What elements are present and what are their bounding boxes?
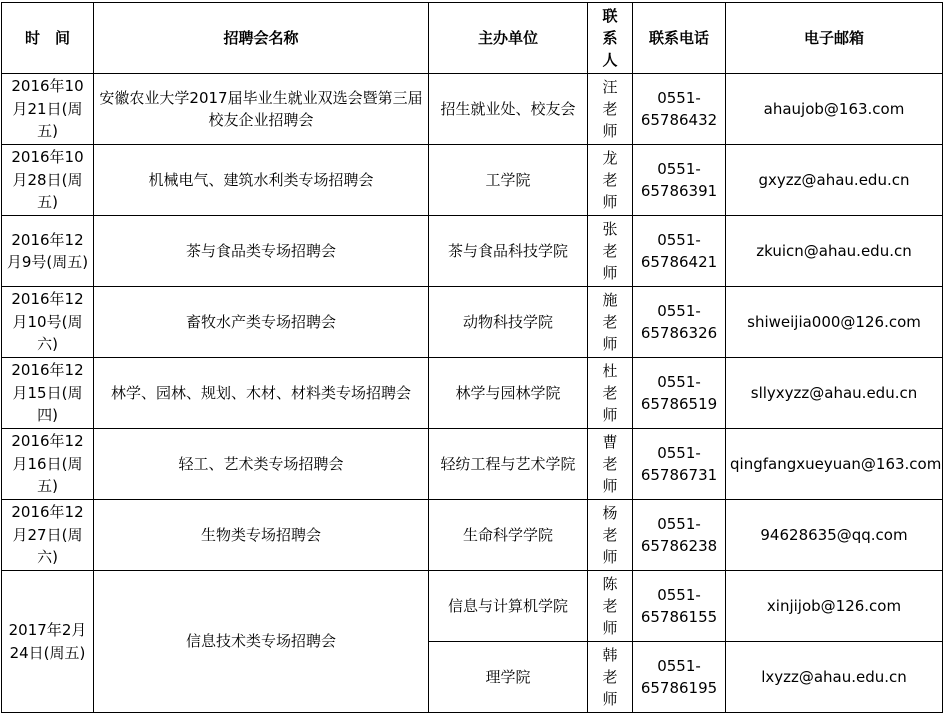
contact-cell <box>588 145 633 216</box>
phone-cell: 0551-65786238 <box>633 500 726 571</box>
phone-cell: 0551-65786432 <box>633 74 726 145</box>
header-contact-text: 联系人 <box>602 6 618 69</box>
header-row <box>2 3 943 74</box>
contact-text: 韩老师 <box>602 645 618 708</box>
email-cell: xinjijob@126.com <box>726 571 943 642</box>
table-row <box>2 429 943 500</box>
organizer-cell: 茶与食品科技学院 <box>429 216 588 287</box>
date-cell: 2016年10月28日(周五) <box>2 145 94 216</box>
email-cell: ahaujob@163.com <box>726 74 943 145</box>
contact-text: 杜老师 <box>602 361 618 424</box>
date-cell: 2016年12月16日(周五) <box>2 429 94 500</box>
phone-cell: 0551-65786155 <box>633 571 726 642</box>
contact-cell <box>588 500 633 571</box>
header-contact <box>588 3 633 74</box>
phone-cell: 0551-65786731 <box>633 429 726 500</box>
organizer-cell: 轻纺工程与艺术学院 <box>429 429 588 500</box>
contact-text: 曹老师 <box>602 432 618 495</box>
fair-name-cell: 信息技术类专场招聘会 <box>94 571 429 713</box>
fair-name-cell: 畜牧水产类专场招聘会 <box>94 287 429 358</box>
date-cell: 2016年10月21日(周五) <box>2 74 94 145</box>
header-organizer: 主办单位 <box>429 3 588 74</box>
date-cell: 2016年12月9号(周五) <box>2 216 94 287</box>
fair-name-cell: 机械电气、建筑水利类专场招聘会 <box>94 145 429 216</box>
header-fair-name: 招聘会名称 <box>94 3 429 74</box>
organizer-cell: 招生就业处、校友会 <box>429 74 588 145</box>
table-row <box>2 287 943 358</box>
email-cell: gxyzz@ahau.edu.cn <box>726 145 943 216</box>
organizer-cell: 工学院 <box>429 145 588 216</box>
date-cell: 2016年12月27日(周六) <box>2 500 94 571</box>
date-cell: 2016年12月10号(周六) <box>2 287 94 358</box>
header-email: 电子邮箱 <box>726 3 943 74</box>
contact-text: 汪老师 <box>602 77 618 140</box>
contact-text: 张老师 <box>602 219 618 282</box>
contact-cell <box>588 429 633 500</box>
table-row <box>2 358 943 429</box>
fair-name-cell: 茶与食品类专场招聘会 <box>94 216 429 287</box>
email-cell: 94628635@qq.com <box>726 500 943 571</box>
table-row <box>2 216 943 287</box>
date-cell: 2016年12月15日(周四) <box>2 358 94 429</box>
email-cell: zkuicn@ahau.edu.cn <box>726 216 943 287</box>
phone-cell: 0551-65786195 <box>633 642 726 713</box>
contact-text: 杨老师 <box>602 503 618 566</box>
organizer-cell: 林学与园林学院 <box>429 358 588 429</box>
organizer-cell: 理学院 <box>429 642 588 713</box>
header-phone: 联系电话 <box>633 3 726 74</box>
fair-name-cell: 林学、园林、规划、木材、材料类专场招聘会 <box>94 358 429 429</box>
phone-cell: 0551-65786391 <box>633 145 726 216</box>
recruitment-schedule-table <box>1 2 943 713</box>
contact-cell <box>588 74 633 145</box>
date-cell: 2017年2月24日(周五) <box>2 571 94 713</box>
contact-cell <box>588 216 633 287</box>
table-row <box>2 571 943 642</box>
organizer-cell: 信息与计算机学院 <box>429 571 588 642</box>
table-row <box>2 74 943 145</box>
contact-cell <box>588 358 633 429</box>
phone-cell: 0551-65786326 <box>633 287 726 358</box>
fair-name-cell: 安徽农业大学2017届毕业生就业双选会暨第三届校友企业招聘会 <box>94 74 429 145</box>
contact-text: 陈老师 <box>602 574 618 637</box>
contact-cell <box>588 571 633 642</box>
contact-cell <box>588 287 633 358</box>
header-time: 时 间 <box>2 3 94 74</box>
phone-cell: 0551-65786519 <box>633 358 726 429</box>
contact-text: 施老师 <box>602 290 618 353</box>
email-cell: shiweijia000@126.com <box>726 287 943 358</box>
email-cell: lxyzz@ahau.edu.cn <box>726 642 943 713</box>
fair-name-cell: 轻工、艺术类专场招聘会 <box>94 429 429 500</box>
email-cell: qingfangxueyuan@163.com <box>726 429 943 500</box>
organizer-cell: 动物科技学院 <box>429 287 588 358</box>
fair-name-cell: 生物类专场招聘会 <box>94 500 429 571</box>
table-row <box>2 500 943 571</box>
phone-cell: 0551-65786421 <box>633 216 726 287</box>
table-row <box>2 145 943 216</box>
email-cell: sllyxyzz@ahau.edu.cn <box>726 358 943 429</box>
contact-text: 龙老师 <box>602 148 618 211</box>
organizer-cell: 生命科学学院 <box>429 500 588 571</box>
contact-cell <box>588 642 633 713</box>
